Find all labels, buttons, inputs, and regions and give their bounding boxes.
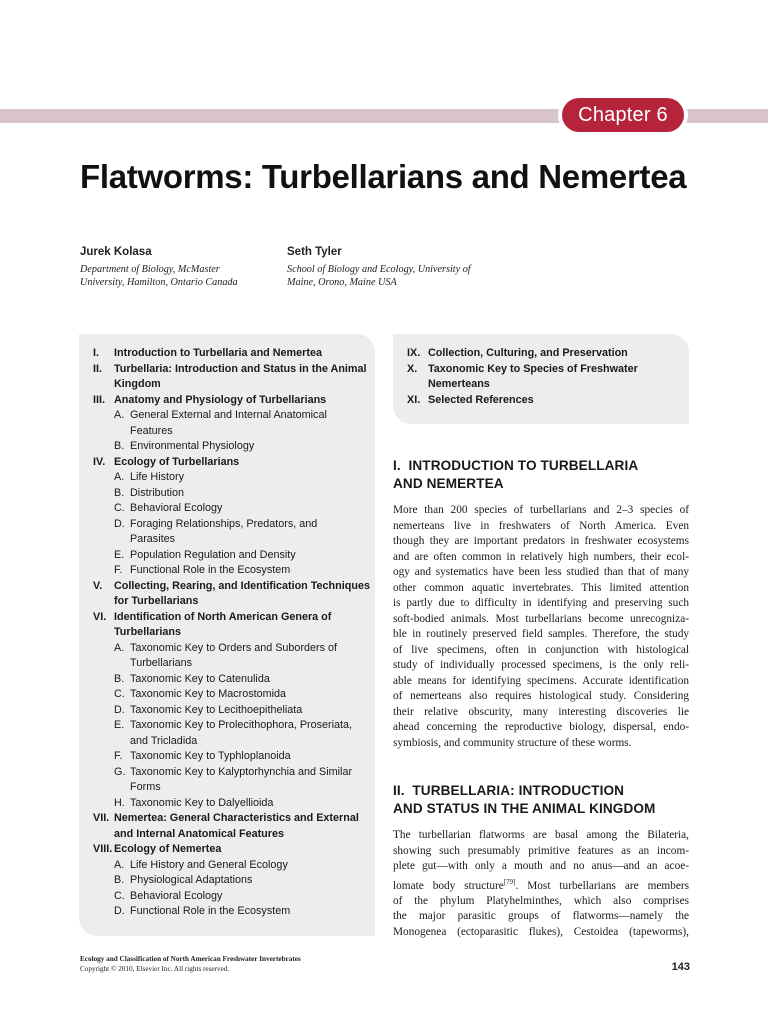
text-line: of the phylum Platyhelminthes, which also comprises	[393, 894, 689, 907]
author-affiliation-2	[287, 263, 471, 289]
toc-text: Physiological Adaptations	[130, 874, 253, 886]
toc-number: B.	[114, 440, 125, 452]
text-line: their relative obscurity, many interesting discoveries lie	[393, 705, 689, 718]
toc-number: V.	[93, 579, 103, 592]
toc-text: Turbellarians	[130, 657, 193, 669]
toc-text: for Turbellarians	[114, 595, 199, 607]
toc-text: Environmental Physiology	[130, 440, 255, 452]
text-line: and are often common in relatively high numbers, their ecol-	[393, 550, 689, 563]
text-line: lomate body structure[79]. Most turbellarians are members	[393, 877, 689, 892]
toc-text: Behavioral Ecology	[130, 889, 223, 902]
text-line: symbiosis, and community structure of these worms.	[393, 736, 632, 749]
toc-text: Ecology of Nemertea	[114, 843, 222, 855]
toc-text: Functional Role in the Ecosystem	[130, 905, 291, 917]
toc-text: Life History and General Ecology	[130, 858, 288, 871]
heading-line: AND STATUS IN THE ANIMAL KINGDOM	[393, 801, 656, 816]
toc-text: Kingdom	[114, 378, 161, 390]
toc-text: Turbellarians	[114, 626, 182, 638]
text-line: is partly due to difficulty in identifying and preserving such	[393, 597, 689, 609]
toc-text: Functional Role in the Ecosystem	[130, 564, 291, 576]
toc-text: Forms	[130, 781, 161, 793]
toc-text: and Internal Anatomical Features	[114, 827, 284, 840]
section-1-heading	[393, 457, 638, 493]
toc-text: Taxonomic Key to Catenulida	[130, 672, 270, 685]
toc-text: Taxonomic Key to Prolecithophora, Proseriata,	[130, 719, 353, 731]
footer-copyright: Copyright © 2010, Elsevier Inc. All rights reserved.	[80, 965, 230, 973]
page-number: 143	[671, 961, 690, 973]
author-name-2: Seth Tyler	[287, 246, 342, 258]
text-line: The turbellarian flatworms are basal among the Bilateria,	[393, 829, 689, 841]
toc-number: B.	[114, 874, 125, 886]
toc-number: E.	[114, 719, 125, 731]
toc-text: Anatomy and Physiology of Turbellarians	[114, 393, 327, 406]
toc-number: VI.	[93, 610, 107, 623]
heading-line: AND NEMERTEA	[393, 476, 504, 491]
toc-number: E.	[114, 548, 125, 561]
toc-text: Taxonomic Key to Dalyellioida	[130, 796, 274, 809]
toc-number: C.	[114, 502, 125, 514]
toc-text: Turbellaria: Introduction and Status in the Animal	[114, 362, 367, 375]
toc-text: Taxonomic Key to Kalyptorhynchia and Similar	[130, 765, 353, 778]
toc-text: Nemerteans	[428, 378, 490, 390]
toc-text: Nemertea: General Characteristics and External	[114, 812, 359, 824]
text-line: Monogenea (ectoparasitic flukes), Cestoidea (tapeworms),	[393, 925, 689, 938]
text-line: though they are important predators in freshwater ecosystems	[393, 535, 689, 547]
toc-number: XI.	[407, 393, 421, 406]
text-line: of live specimens, often in conjunction with histological	[393, 643, 689, 656]
toc-number: D.	[114, 517, 125, 530]
toc-text: Selected References	[428, 393, 534, 406]
toc-number: H.	[114, 796, 125, 809]
chapter-label: Chapter 6	[562, 98, 684, 132]
toc-text: Taxonomic Key to Macrostomida	[130, 688, 287, 700]
toc-text: Collection, Culturing, and Preservation	[428, 347, 628, 359]
toc-text: Taxonomic Key to Lecithoepitheliata	[130, 703, 303, 716]
page-title: Flatworms: Turbellarians and Nemertea	[80, 158, 687, 195]
affiliation-line: School of Biology and Ecology, University of	[287, 264, 471, 275]
text-line: nemerteans live in freshwaters of North America. Even	[393, 519, 689, 532]
toc-number: F.	[114, 750, 123, 762]
text-line: ahead concerning the reproductive biology, dispersal, endo-	[393, 721, 689, 733]
toc-number: G.	[114, 765, 126, 778]
text-line: showing such presumably primitive features as an incom-	[393, 844, 689, 857]
toc-number: A.	[114, 471, 125, 483]
toc-text: Features	[130, 424, 173, 437]
toc-number: B.	[114, 486, 125, 499]
table-of-contents-right	[393, 334, 689, 424]
toc-text: Ecology of Turbellarians	[114, 455, 240, 468]
toc-text: Foraging Relationships, Predators, and	[130, 517, 318, 530]
toc-text: Life History	[130, 471, 185, 483]
toc-number: III.	[93, 393, 105, 406]
text-line: More than 200 species of turbellarians and 2–3 species of	[393, 504, 689, 516]
toc-text: Identification of North American Genera of	[114, 610, 332, 623]
citation-superscript: [79]	[503, 877, 516, 886]
toc-number: I.	[93, 347, 99, 359]
text-line: soft-bodied animals. Most turbellarians become unrecogniza-	[393, 612, 689, 625]
author-name-1: Jurek Kolasa	[80, 246, 152, 258]
toc-number: A.	[114, 858, 125, 871]
toc-text: General External and Internal Anatomical	[130, 409, 327, 421]
toc-text: Parasites	[130, 533, 176, 545]
toc-number: A.	[114, 641, 125, 654]
heading-line: II. TURBELLARIA: INTRODUCTION	[393, 783, 625, 798]
toc-text: Taxonomic Key to Typhloplanoida	[130, 750, 291, 762]
toc-number: II.	[93, 362, 102, 375]
toc-number: IV.	[93, 455, 106, 468]
toc-number: VII.	[93, 812, 110, 824]
toc-text: Population Regulation and Density	[130, 548, 296, 561]
text-line: the major parasitic groups of flatworms—namely the	[393, 910, 689, 923]
affiliation-line: University, Hamilton, Ontario Canada	[80, 277, 238, 288]
toc-number: B.	[114, 672, 125, 685]
text-line: able means for identifying specimens. Accurate identification	[393, 674, 689, 687]
toc-number: IX.	[407, 347, 421, 359]
table-of-contents-left	[79, 334, 375, 936]
toc-number: X.	[407, 362, 418, 375]
toc-number: C.	[114, 889, 125, 902]
text-line: ogy and systematics have been less studied than that of many	[393, 566, 689, 578]
toc-number: A.	[114, 409, 125, 421]
section-2-heading	[393, 782, 655, 818]
toc-text: and Tricladida	[130, 734, 198, 747]
text-line: ble in routinely preserved field samples. Therefore, the study	[393, 628, 689, 640]
footer-book-title: Ecology and Classification of North American Freshwater Invertebrates	[80, 955, 301, 963]
toc-number: D.	[114, 703, 125, 716]
affiliation-line: Department of Biology, McMaster	[80, 264, 220, 275]
toc-number: C.	[114, 688, 125, 700]
section-2-paragraph	[393, 828, 689, 940]
toc-text: Taxonomic Key to Orders and Suborders of	[130, 641, 338, 654]
heading-line: I. INTRODUCTION TO TURBELLARIA	[393, 458, 639, 473]
toc-number: D.	[114, 905, 125, 917]
toc-text: Distribution	[130, 486, 185, 499]
section-1-paragraph	[393, 503, 689, 751]
affiliation-line: Maine, Orono, Maine USA	[287, 277, 397, 288]
toc-number: F.	[114, 564, 123, 576]
toc-text: Taxonomic Key to Species of Freshwater	[428, 362, 638, 375]
toc-text: Introduction to Turbellaria and Nemertea	[114, 347, 322, 359]
text-line: of nemerteans also requires histological study. Considering	[393, 690, 689, 702]
author-affiliation-1	[80, 263, 238, 289]
text-line: study of individually processed specimens, is the only reli-	[393, 659, 689, 671]
text-line: other common aquatic invertebrates. This limited attention	[393, 581, 689, 594]
toc-number: VIII.	[93, 843, 113, 855]
toc-text: Behavioral Ecology	[130, 502, 223, 514]
text-line: plete gut—with only a mouth and no anus—and an acoe-	[393, 860, 689, 872]
toc-text: Collecting, Rearing, and Identification Techniques	[114, 579, 370, 592]
